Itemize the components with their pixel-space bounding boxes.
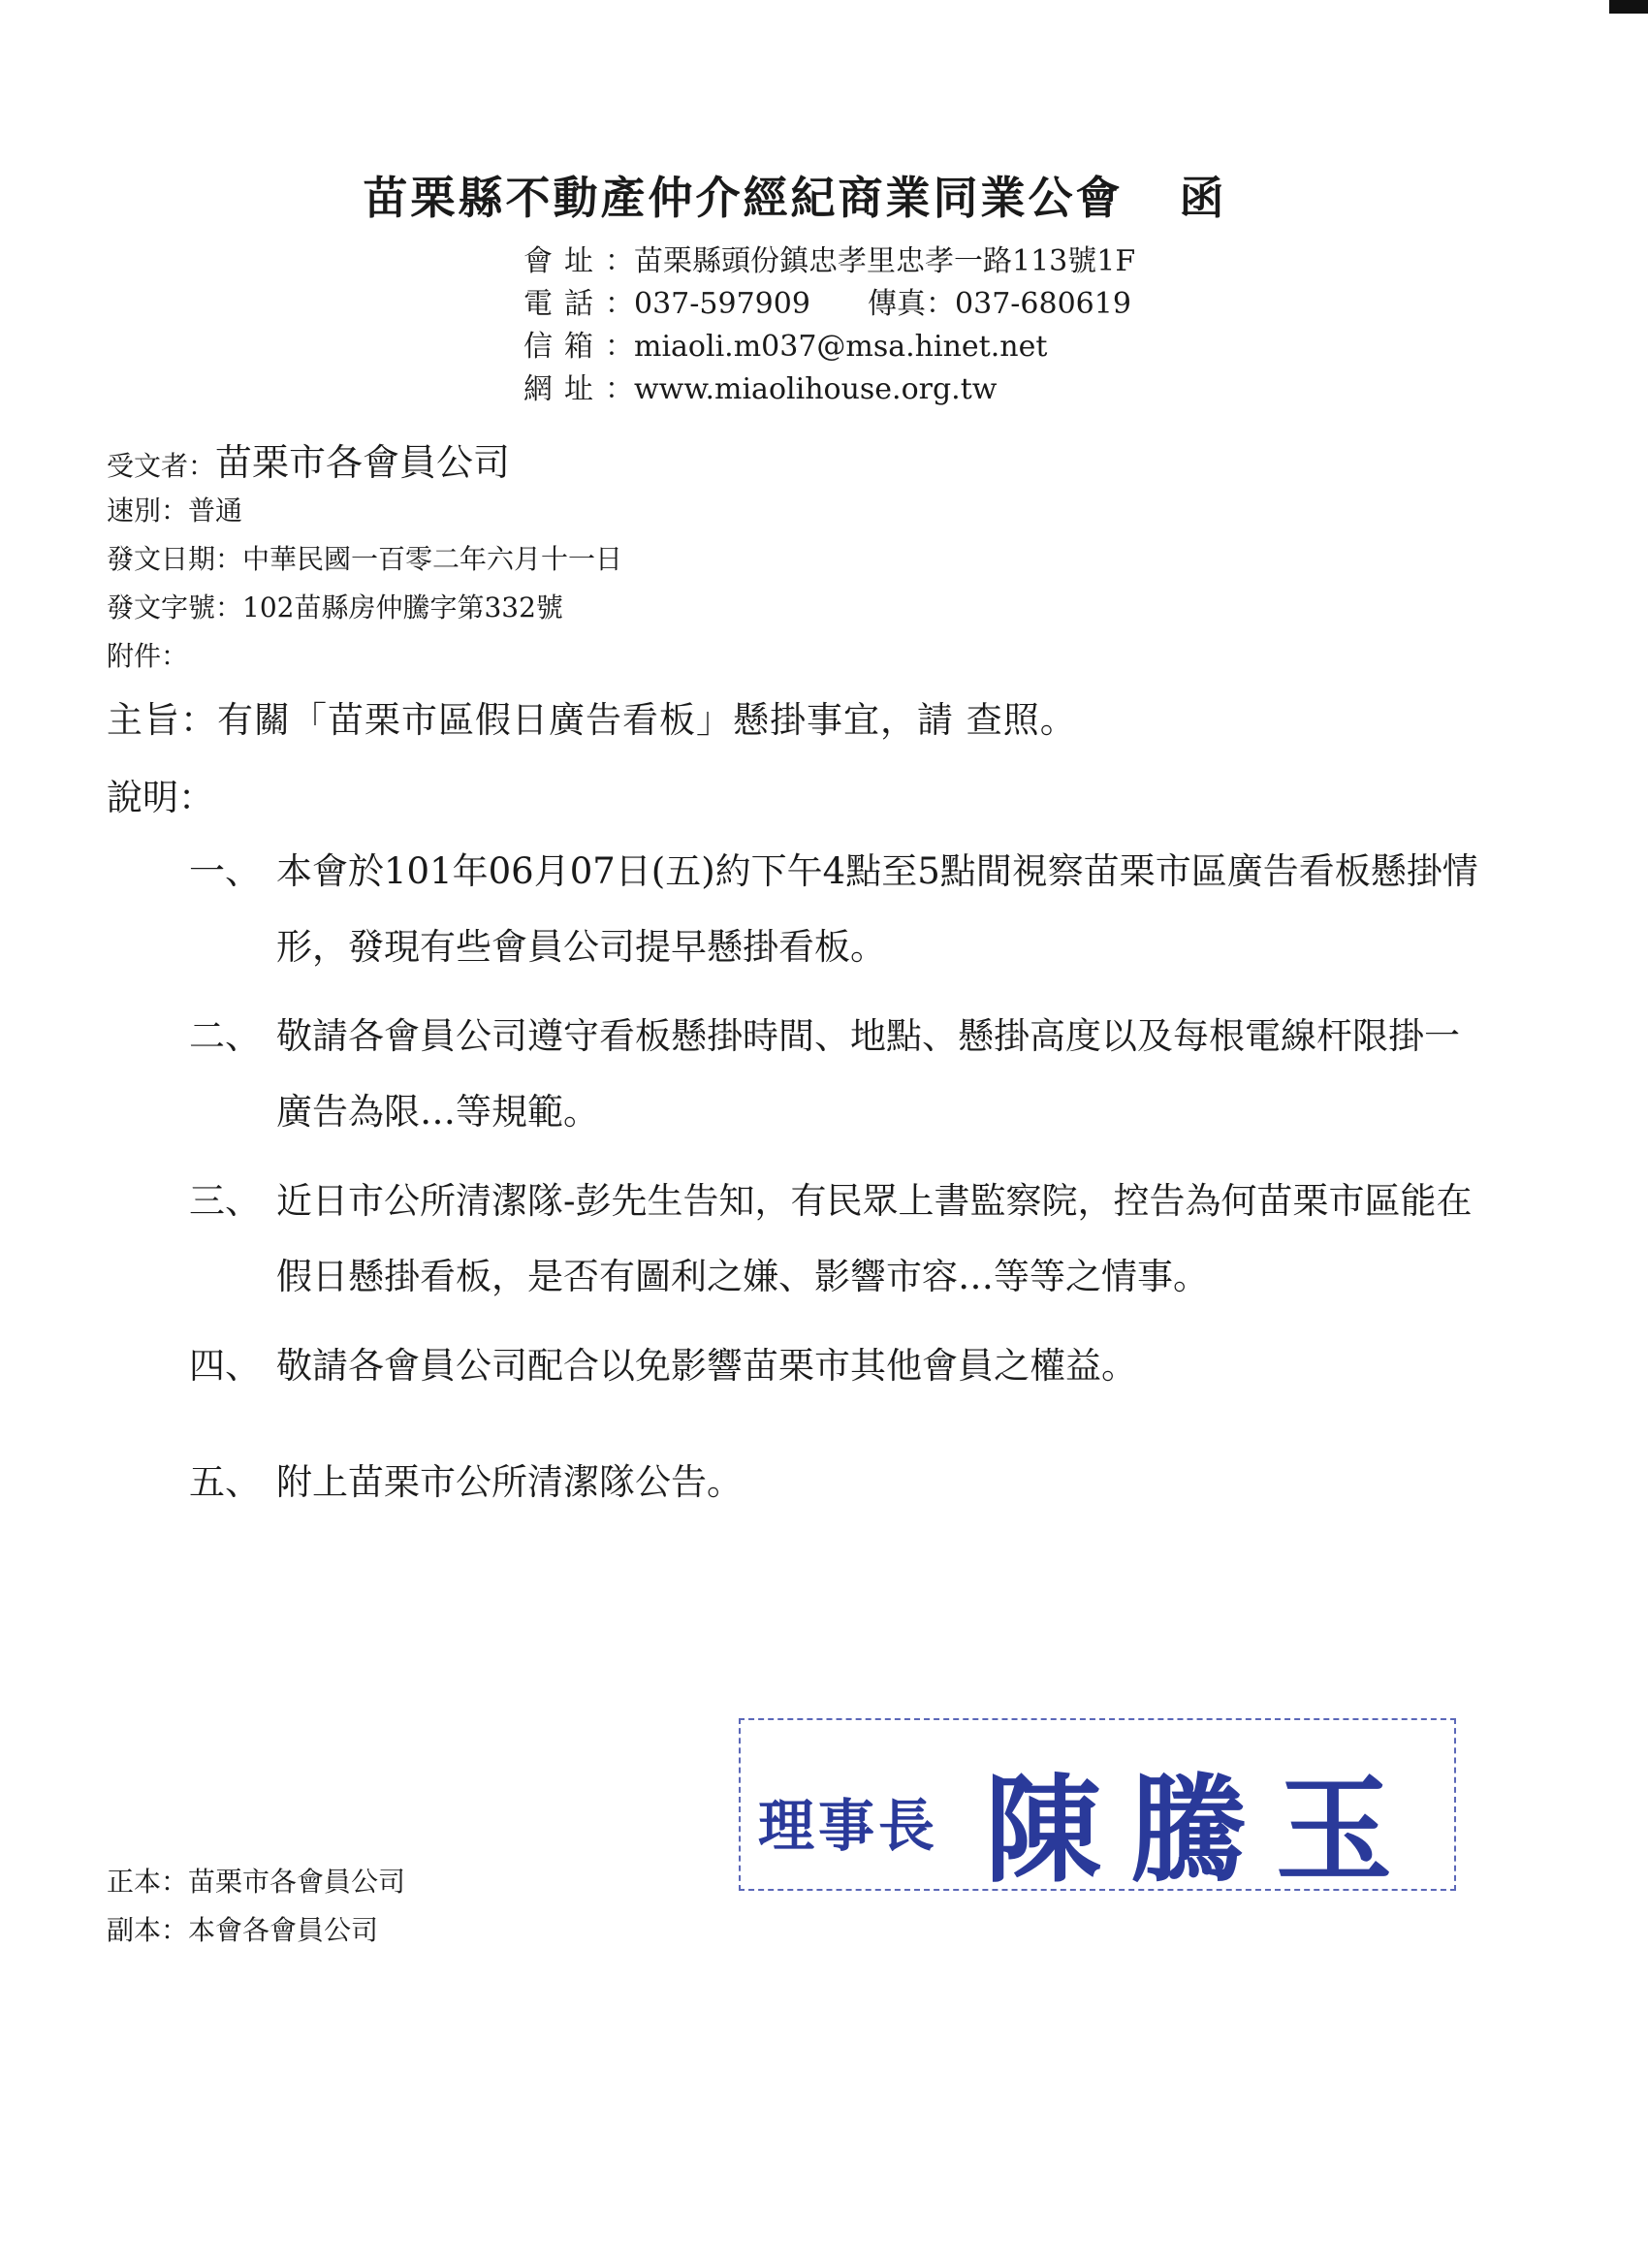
seal-title: 理事長 xyxy=(758,1793,939,1859)
item-text: 敬請各會員公司配合以免影響苗栗市其他會員之權益。 xyxy=(276,1345,1137,1387)
recipient-row xyxy=(107,438,622,487)
distribution-block xyxy=(107,1858,405,1955)
document-meta xyxy=(107,438,622,681)
date-row xyxy=(107,535,622,584)
explanation-item-4 xyxy=(189,1328,1488,1404)
document-title xyxy=(0,163,1590,227)
address-label: 會址 xyxy=(523,244,605,278)
explanation-heading: 說明： xyxy=(107,777,214,818)
phone-value: ：037-597909 xyxy=(605,287,810,321)
item-text: 本會於101年06月07日(五)約下午4點至5點間視察苗栗市區廣告看板懸掛情形，發現有些會員公司提早懸掛看板。 xyxy=(276,850,1478,968)
seal-name: 陳騰玉 xyxy=(985,1762,1421,1899)
website-label: 網址 xyxy=(523,372,605,406)
fax-label: 傳真 xyxy=(868,287,927,321)
original-value: 苗栗市各會員公司 xyxy=(188,1866,406,1898)
email-label: 信箱 xyxy=(523,330,605,364)
explanation-item-3 xyxy=(189,1164,1488,1315)
email-row xyxy=(523,326,1135,368)
subject-text: 有關「苗栗市區假日廣告看板」懸掛事宜，請 查照。 xyxy=(217,699,1077,741)
explanation-item-2 xyxy=(189,999,1488,1150)
email-value[interactable]: ：miaoli.m037@msa.hinet.net xyxy=(605,330,1048,364)
attachment-label: 附件： xyxy=(107,640,189,672)
date-value: 中華民國一百零二年六月十一日 xyxy=(242,543,623,575)
date-label: 發文日期： xyxy=(107,543,243,575)
document-type: 函 xyxy=(1179,172,1227,224)
item-number: 五、 xyxy=(189,1461,261,1503)
item-text: 敬請各會員公司遵守看板懸掛時間、地點、懸掛高度以及每根電線杆限掛一廣告為限…等規範。 xyxy=(276,1015,1460,1133)
chairman-seal-stamp xyxy=(739,1718,1456,1899)
phone-label: 電話 xyxy=(523,287,605,321)
item-text: 附上苗栗市公所清潔隊公告。 xyxy=(276,1461,743,1503)
fax-value: ：037-680619 xyxy=(926,287,1131,321)
subject-label: 主旨： xyxy=(107,699,217,741)
speed-row xyxy=(107,487,622,535)
address-row xyxy=(523,240,1135,283)
recipient-value: 苗栗市各會員公司 xyxy=(215,441,511,484)
copy-value: 本會各會員公司 xyxy=(188,1914,379,1946)
original-label: 正本： xyxy=(107,1866,189,1898)
copy-row xyxy=(107,1906,405,1955)
attachment-row xyxy=(107,632,622,681)
explanation-item-1 xyxy=(189,834,1488,985)
address-value: ：苗栗縣頭份鎮忠孝里忠孝一路113號1F xyxy=(605,244,1136,278)
website-value[interactable]: ：www.miaolihouse.org.tw xyxy=(605,372,998,406)
website-row xyxy=(523,368,1135,411)
doc-number-label: 發文字號： xyxy=(107,591,243,623)
recipient-label: 受文者： xyxy=(107,450,216,482)
association-name: 苗栗縣不動產仲介經紀商業同業公會 xyxy=(363,172,1124,224)
scan-edge-mark xyxy=(1609,0,1648,14)
speed-value: 普通 xyxy=(188,495,243,527)
item-number: 三、 xyxy=(189,1180,261,1222)
phone-row xyxy=(523,283,1135,326)
item-number: 一、 xyxy=(189,850,261,892)
contact-block xyxy=(523,240,1135,411)
explanation-list xyxy=(189,834,1488,1520)
doc-number-value: 102苗縣房仲騰字第332號 xyxy=(242,591,563,623)
copy-label: 副本： xyxy=(107,1914,189,1946)
subject-line xyxy=(107,690,1077,743)
item-text: 近日市公所清潔隊-彭先生告知，有民眾上書監察院，控告為何苗栗市區能在假日懸掛看板，是否有圖利之嫌、影響市容…等等之情事。 xyxy=(276,1180,1473,1297)
original-row xyxy=(107,1858,405,1906)
explanation-item-5 xyxy=(189,1445,1488,1520)
doc-number-row xyxy=(107,584,622,632)
speed-label: 速別： xyxy=(107,495,189,527)
item-number: 四、 xyxy=(189,1345,261,1387)
item-number: 二、 xyxy=(189,1015,261,1057)
